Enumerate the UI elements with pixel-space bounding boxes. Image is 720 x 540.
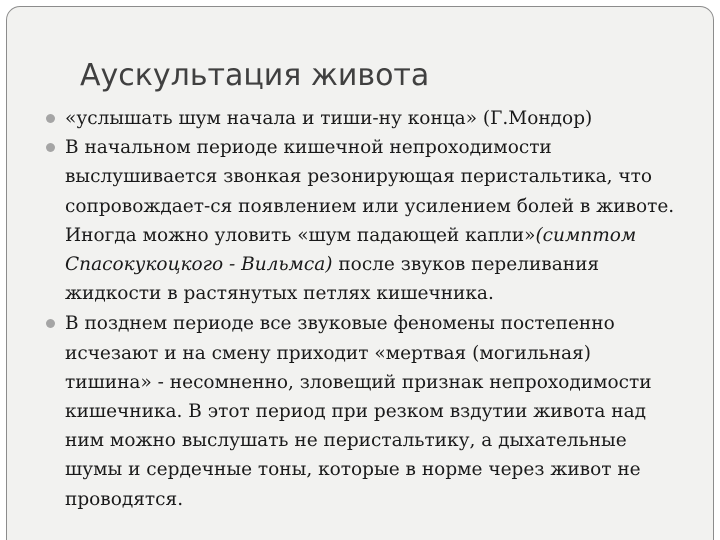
slide-title: Аускультация живота [80,58,430,93]
bullet-item [0,104,700,133]
bullet-text-part: В позднем периоде все звуковые феномены постепенно исчезают и на смену приходит «мертвая (могильная) тишина» - несомненно, зловещий признак непроходимости кишечника. В этот период при резком вздутии живота над ним можно выслушать не перистальтику, а дыхательные шумы и сердечные тоны, которые в норме через живот не проводятся. [65,313,652,510]
bullet-list [0,104,700,514]
bullet-text [65,104,700,133]
bullet-text-part: «услышать шум начала и тиши-ну конца» (Г.Мондор) [65,108,593,129]
bullet-marker [46,319,55,328]
bullet-item [0,309,680,513]
bullet-text-part: В начальном периоде кишечной непроходимости выслушивается звонкая резонирующая перистальтика, что сопровождает-ся появлением или усилением болей в животе. Иногда можно уловить «шум падающей капли» [65,137,675,246]
bullet-marker [46,114,55,123]
bullet-text [65,309,680,513]
bullet-marker [46,143,55,152]
bullet-text [65,133,680,308]
bullet-item [0,133,680,308]
bullet-text-part: после звуков переливания жидкости в растянутых петлях кишечника. [65,254,600,305]
bullet-text-italic-part: (симптом Спасокукоцкого - Вильмса) [65,224,637,276]
